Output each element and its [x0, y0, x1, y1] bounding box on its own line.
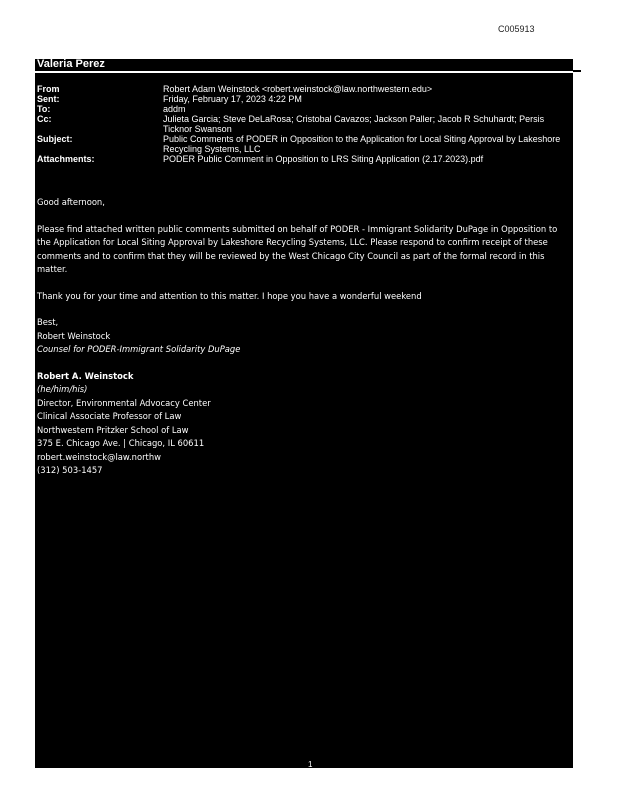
- signature-pronouns: (he/him/his): [37, 384, 88, 394]
- signature-block: [37, 370, 573, 478]
- header-row-attachments: [37, 154, 567, 164]
- signature-phone: (312) 503-1457: [37, 465, 103, 475]
- closing-block: [37, 316, 573, 357]
- signature-line: 375 E. Chicago Ave. | Chicago, IL 60611: [37, 438, 205, 448]
- header-value-subject: Public Comments of PODER in Opposition to the Application for Local Siting Approval by Lakeshore Recycling Systems, LLC: [163, 134, 561, 154]
- header-row-to: [37, 104, 567, 114]
- header-value-cc: Julieta Garcia; Steve DeLaRosa; Cristobal Cavazos; Jackson Paller; Jacob R Schuhardt; Persis Ticknor Swanson: [163, 114, 545, 134]
- redaction-edge-mark: [573, 70, 581, 72]
- header-value-to: addm: [163, 104, 186, 114]
- page-number: 1: [308, 760, 313, 769]
- closing-name: Robert Weinstock: [37, 330, 111, 341]
- header-label: To:: [37, 104, 51, 114]
- header-label: Subject:: [37, 134, 73, 144]
- signature-line: Clinical Associate Professor of Law: [37, 411, 182, 421]
- signature-line: Northwestern Pritzker School of Law: [37, 424, 189, 435]
- document-control-number: C005913: [498, 24, 535, 34]
- header-label: From: [37, 84, 60, 94]
- header-label: Cc:: [37, 114, 52, 124]
- sender-name: Valeria Perez: [37, 58, 105, 70]
- body-paragraph: Thank you for your time and attention to this matter. I hope you have a wonderful weekend: [37, 290, 422, 301]
- header-value-from: Robert Adam Weinstock <robert.weinstock@law.northwestern.edu>: [163, 84, 433, 94]
- signature-name: Robert A. Weinstock: [37, 370, 134, 381]
- signature-email[interactable]: robert.weinstock@law.northw: [37, 451, 161, 462]
- closing: Best,: [37, 317, 59, 327]
- header-label: Attachments:: [37, 154, 95, 164]
- header-row-from: [37, 84, 567, 94]
- signature-line: Director, Environmental Advocacy Center: [37, 397, 211, 408]
- header-row-subject: [37, 134, 567, 154]
- header-value-attachments: PODER Public Comment in Opposition to LRS Siting Application (2.17.2023).pdf: [163, 154, 484, 164]
- body-paragraph: Please find attached written public comments submitted on behalf of PODER - Immigrant Solidarity DuPage in Opposition to the Application for Local Siting Approval by Lakeshore Recycling Systems, LLC. Please respond to confirm receipt of these comments and to confirm that they will be reviewed by the West Chicago City Council as part of the formal record in this matter.: [37, 223, 558, 274]
- header-row-sent: [37, 94, 567, 104]
- email-body: [37, 196, 573, 491]
- greeting: Good afternoon,: [37, 197, 105, 207]
- header-label: Sent:: [37, 94, 60, 104]
- header-row-cc: [37, 114, 567, 134]
- closing-role: Counsel for PODER-Immigrant Solidarity DuPage: [37, 344, 241, 354]
- header-divider: [35, 71, 573, 73]
- email-headers: [37, 84, 567, 164]
- header-value-sent: Friday, February 17, 2023 4:22 PM: [163, 94, 302, 104]
